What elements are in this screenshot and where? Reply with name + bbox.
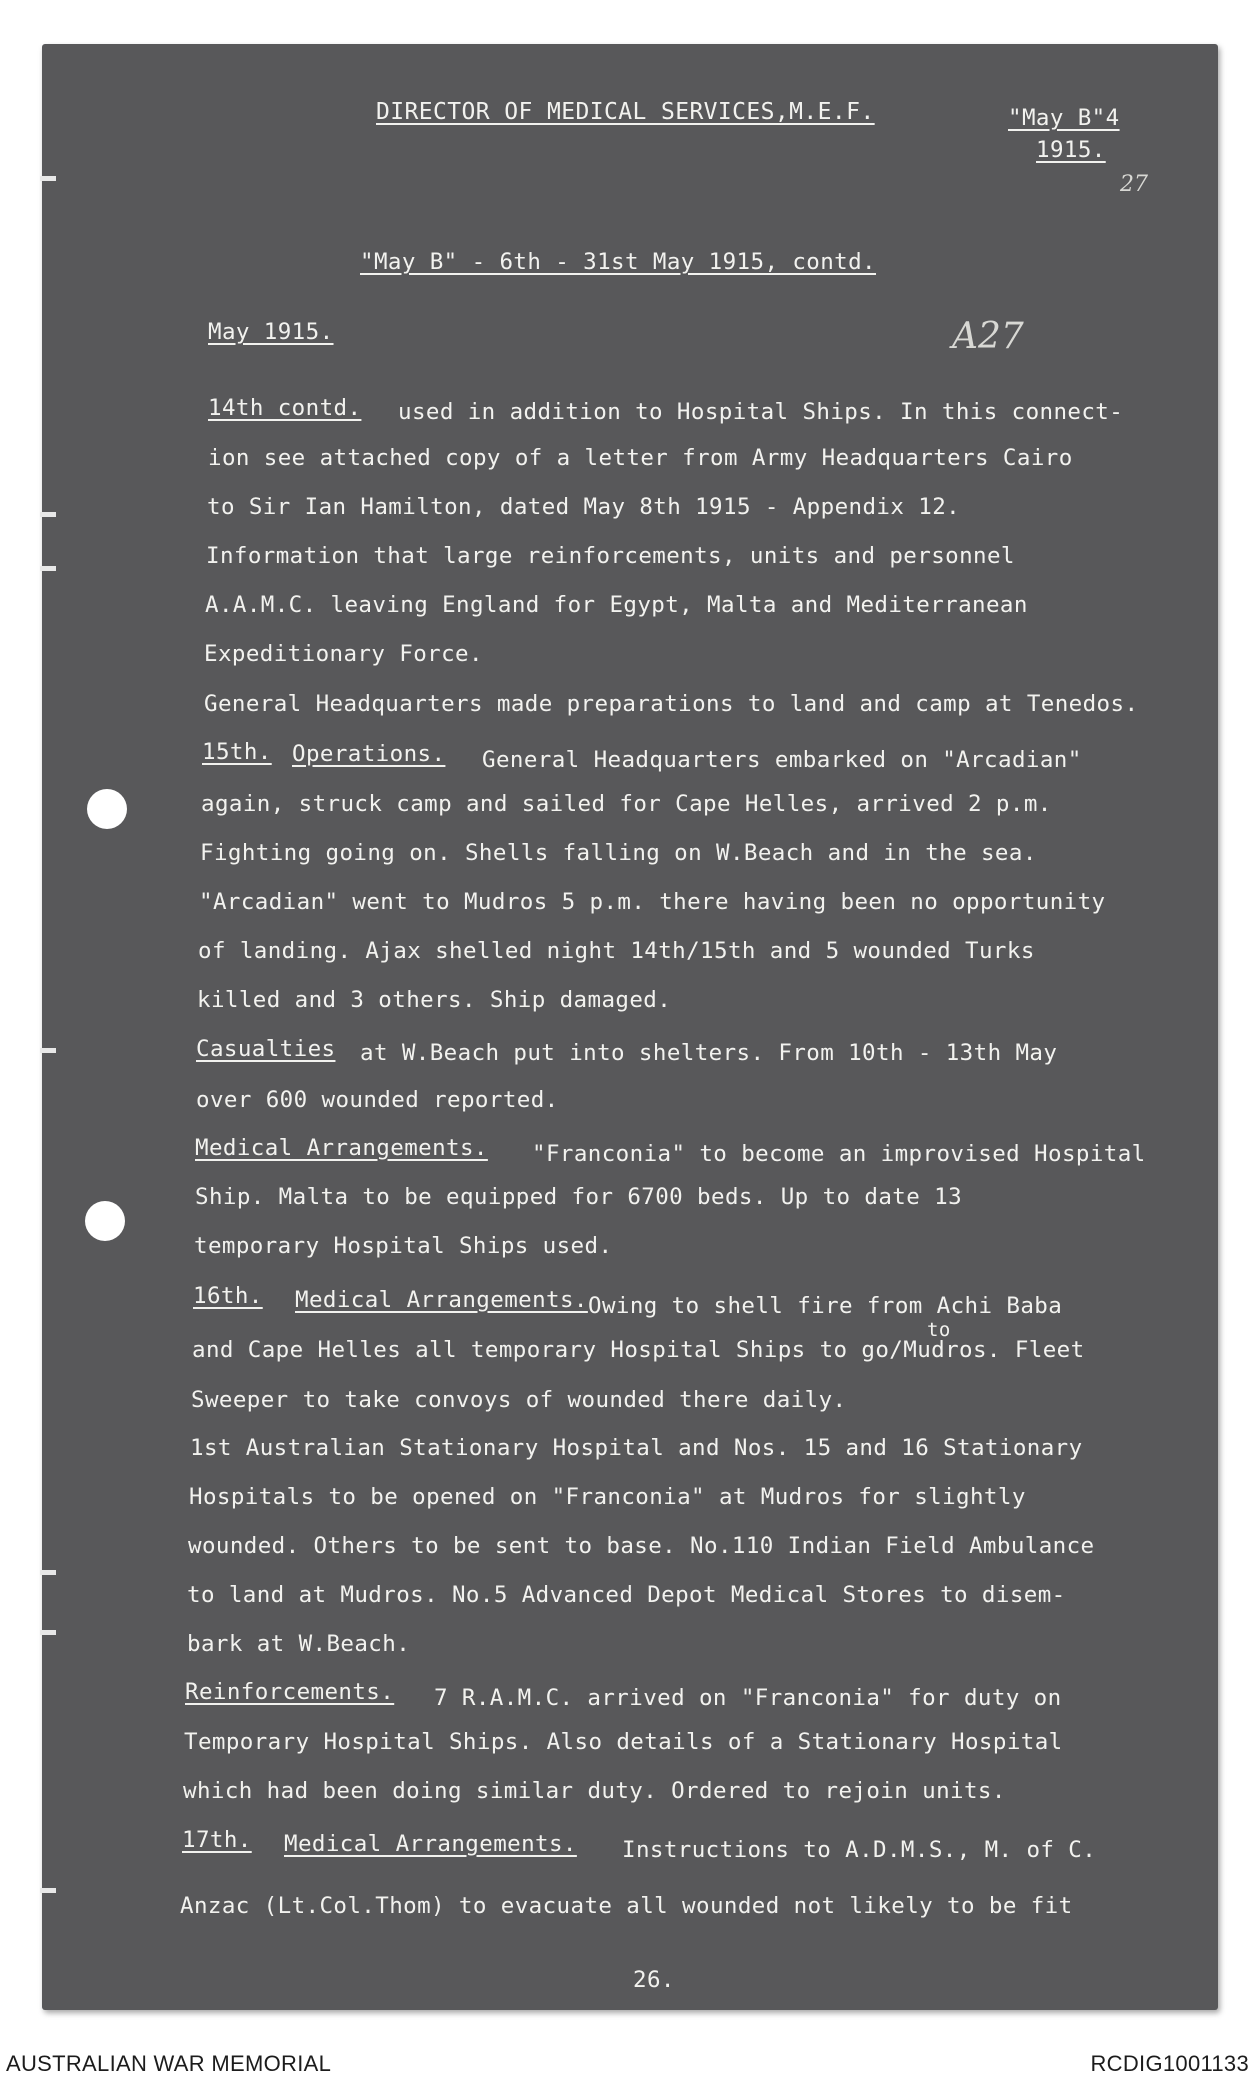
body-line: Anzac (Lt.Col.Thom) to evacuate all wounded not likely to be fit — [180, 1893, 1073, 1919]
body-line: Ship. Malta to be equipped for 6700 beds. Up to date 13 — [195, 1184, 963, 1210]
body-line: "Arcadian" went to Mudros 5 p.m. there having been no opportunity — [199, 889, 1106, 915]
body-line: over 600 wounded reported. — [196, 1087, 559, 1113]
folio-number: 27 — [1120, 172, 1148, 197]
entry-date-label: 15th. — [202, 739, 272, 765]
body-line: General Headquarters made preparations to land and camp at Tenedos. — [204, 691, 1139, 717]
body-line: used in addition to Hospital Ships. In this connect- — [398, 399, 1124, 425]
body-line: to land at Mudros. No.5 Advanced Depot Medical Stores to disem- — [187, 1582, 1066, 1608]
body-line: again, struck camp and sailed for Cape Helles, arrived 2 p.m. — [201, 791, 1052, 817]
entry-date-label: 16th. — [193, 1283, 263, 1309]
body-line: A.A.M.C. leaving England for Egypt, Malta and Mediterranean — [205, 592, 1028, 618]
section-subtitle: "May B" - 6th - 31st May 1915, contd. — [360, 249, 877, 275]
entry-heading: Medical Arrangements. — [284, 1831, 577, 1857]
body-line: Sweeper to take convoys of wounded there daily. — [191, 1387, 847, 1413]
entry-heading: Casualties — [196, 1036, 336, 1062]
body-line: killed and 3 others. Ship damaged. — [197, 987, 672, 1013]
body-line: bark at W.Beach. — [187, 1631, 411, 1657]
punch-hole — [87, 789, 127, 829]
punch-hole — [85, 1201, 125, 1241]
torn-edge-mark — [40, 1630, 56, 1635]
body-line: to Sir Ian Hamilton, dated May 8th 1915 - Appendix 12. — [207, 494, 961, 520]
footer-document-id: RCDIG1001133 — [1090, 2051, 1249, 2076]
torn-edge-mark — [40, 176, 56, 181]
entry-heading: Medical Arrangements. — [295, 1287, 588, 1313]
torn-edge-mark — [40, 512, 56, 517]
interlinear-insertion: to — [927, 1319, 951, 1341]
body-line: General Headquarters embarked on "Arcadian" — [482, 747, 1082, 773]
handwritten-page-mark: A27 — [952, 316, 1024, 357]
body-line: at W.Beach put into shelters. From 10th - 13th May — [360, 1040, 1058, 1066]
body-line: Fighting going on. Shells falling on W.Beach and in the sea. — [200, 840, 1037, 866]
torn-edge-mark — [40, 1888, 56, 1893]
page-number: 26. — [633, 1967, 675, 1993]
body-line: ion see attached copy of a letter from Army Headquarters Cairo — [208, 445, 1073, 471]
body-line: "Franconia" to become an improvised Hospital — [532, 1141, 1146, 1167]
document-reference: "May B"4 — [1008, 105, 1120, 131]
body-line: wounded. Others to be sent to base. No.110 Indian Field Ambulance — [188, 1533, 1095, 1559]
body-line: temporary Hospital Ships used. — [194, 1233, 613, 1259]
torn-edge-mark — [40, 566, 56, 571]
body-line: Temporary Hospital Ships. Also details of a Stationary Hospital — [184, 1729, 1063, 1755]
body-line: Hospitals to be opened on "Franconia" at Mudros for slightly — [189, 1484, 1026, 1510]
body-line: which had been doing similar duty. Ordered to rejoin units. — [183, 1778, 1006, 1804]
entry-date-label: 14th contd. — [208, 395, 362, 421]
body-line: Owing to shell fire from Achi Baba — [588, 1293, 1063, 1319]
body-line: 1st Australian Stationary Hospital and Nos. 15 and 16 Stationary — [190, 1435, 1083, 1461]
document-reference-year: 1915. — [1036, 137, 1106, 163]
body-line: of landing. Ajax shelled night 14th/15th and 5 wounded Turks — [198, 938, 1035, 964]
document-header-title: DIRECTOR OF MEDICAL SERVICES,M.E.F. — [376, 99, 875, 125]
body-line: Expeditionary Force. — [204, 641, 483, 667]
entry-heading: Reinforcements. — [185, 1679, 395, 1705]
entry-date-label: 17th. — [182, 1827, 252, 1853]
body-line: Instructions to A.D.M.S., M. of C. — [622, 1837, 1097, 1863]
date-heading: May 1915. — [208, 319, 334, 345]
entry-heading: Medical Arrangements. — [195, 1135, 488, 1161]
body-line: and Cape Helles all temporary Hospital Ships to go/Mudros. Fleet — [192, 1337, 1085, 1363]
body-line: 7 R.A.M.C. arrived on "Franconia" for duty on — [434, 1685, 1062, 1711]
footer-source-label: AUSTRALIAN WAR MEMORIAL — [6, 2051, 332, 2076]
torn-edge-mark — [40, 1570, 56, 1575]
torn-edge-mark — [40, 1048, 56, 1053]
body-line: Information that large reinforcements, units and personnel — [206, 543, 1015, 569]
entry-heading: Operations. — [292, 741, 446, 767]
